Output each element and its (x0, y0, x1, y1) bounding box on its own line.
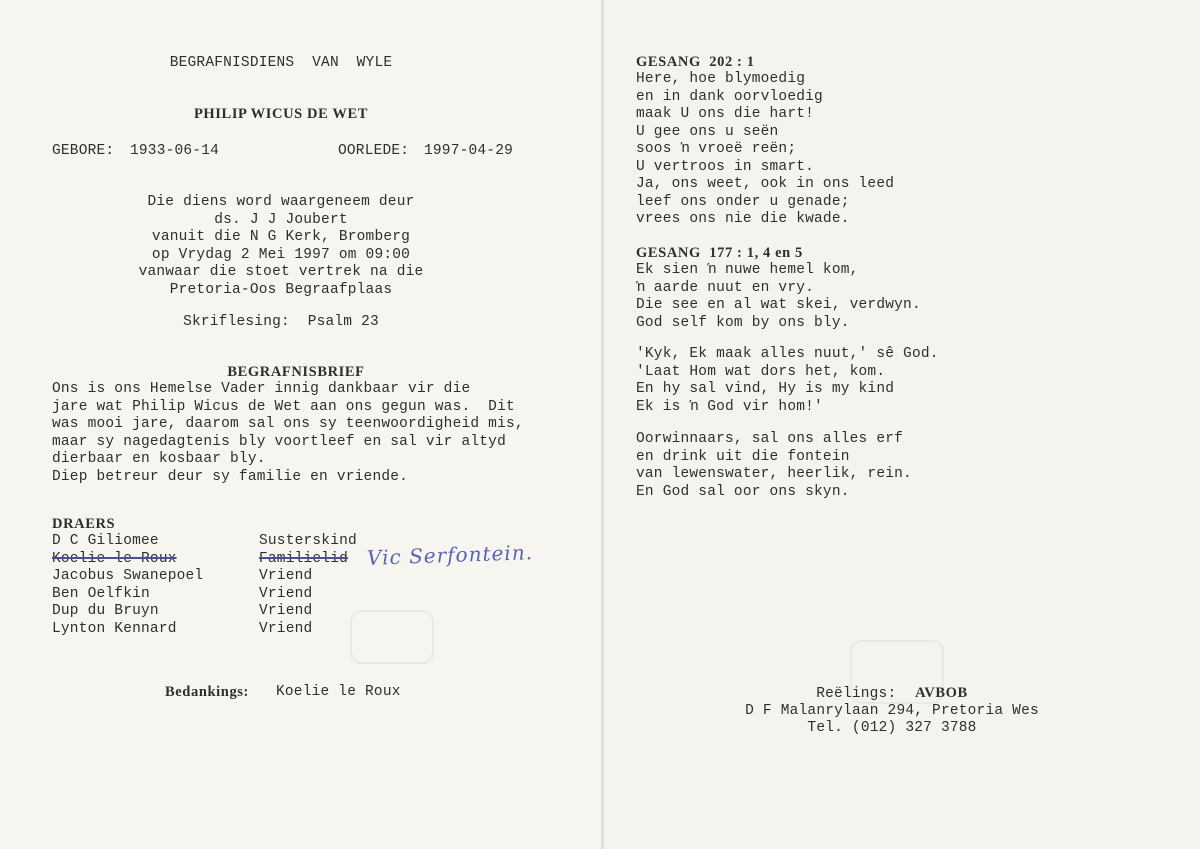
letter-line: Ons is ons Hemelse Vader innig dankbaar vir die (52, 381, 471, 397)
scripture-reading: Skriflesing: Psalm 23 (183, 314, 379, 330)
hymn-line: Here, hoe blymoedig (636, 71, 806, 87)
hymn2-verse-1 (636, 262, 921, 332)
funeral-letter (52, 381, 524, 486)
funeral-home-phone: Tel. (012) 327 3788 (807, 720, 977, 736)
arrangements-company: AVBOB (915, 685, 968, 701)
pallbearer-name: Ben Oelfkin (52, 585, 150, 602)
hymn-line: van lewenswater, heerlik, rein. (636, 466, 912, 482)
letter-title: BEGRAFNISBRIEF (227, 364, 365, 380)
hymn2-title: GESANG 177 : 1, 4 en 5 (636, 245, 803, 261)
hymn-line: Oorwinnaars, sal ons alles erf (636, 431, 904, 447)
hymn-line: Ja, ons weet, ook in ons leed (636, 176, 895, 192)
hymn-line: ŉ aarde nuut en vry. (636, 279, 815, 296)
service-header: BEGRAFNISDIENS VAN WYLE (169, 55, 393, 71)
show-through-mark (350, 610, 434, 664)
pallbearer-name: D C Giliomee (52, 533, 159, 549)
hymn2-verse-3 (636, 431, 912, 501)
hymn-line: leef ons onder u genade; (636, 193, 850, 210)
letter-line: was mooi jare, daarom sal ons sy teenwoordigheid mis, (52, 416, 524, 432)
hymn-line: 'Laat Hom wat dors het, kom. (636, 363, 886, 380)
service-line: Pretoria-Oos Begraafplaas (169, 281, 393, 298)
service-line: op Vrydag 2 Mei 1997 om 09:00 (151, 246, 411, 263)
service-details (0, 194, 562, 299)
hymn-line: en in dank oorvloedig (636, 88, 823, 105)
pallbearer-relation: Familielid (259, 550, 349, 567)
pallbearer-relation: Vriend (259, 620, 313, 637)
deceased-name: PHILIP WICUS DE WET (193, 106, 369, 122)
hymn1-text (636, 71, 894, 229)
pallbearer-name: Lynton Kennard (52, 620, 177, 637)
hymn-line: En hy sal vind, Hy is my kind (636, 381, 895, 397)
born-label: GEBORE: (52, 143, 115, 159)
funeral-home-address: D F Malanrylaan 294, Pretoria Wes (745, 703, 1039, 719)
hymn-line: God self kom by ons bly. (636, 314, 850, 331)
letter-line: dierbaar en kosbaar bly. (52, 451, 266, 467)
hymn-line: Ek sien ŉ nuwe hemel kom, (636, 262, 859, 278)
thanks-value: Koelie le Roux (276, 684, 401, 700)
hymn-line: U gee ons u seën (636, 123, 779, 140)
letter-line: Diep betreur deur sy familie en vriende. (52, 468, 409, 485)
service-line: ds. J J Joubert (214, 211, 348, 228)
hymn-line: Die see en al wat skei, verdwyn. (636, 297, 921, 313)
pallbearers-title: DRAERS (52, 516, 116, 532)
pallbearer-name: Dup du Bruyn (52, 603, 159, 619)
service-line: Die diens word waargeneem deur (147, 194, 415, 210)
hymn-line: soos ŉ vroeë reën; (636, 141, 797, 157)
arrangements-line (602, 685, 1182, 704)
hymn2-verse-2 (636, 346, 939, 416)
hymn-line: Ek is ŉ God vir hom!' (636, 398, 823, 415)
handwritten-note: Vic Serfontein. (366, 540, 534, 570)
letter-line: maar sy nagedagtenis bly voortleef en sal vir altyd (52, 433, 506, 450)
service-line: vanwaar die stoet vertrek na die (138, 264, 424, 280)
pallbearer-name: Jacobus Swanepoel (52, 568, 204, 584)
pallbearer-name: Koelie le Roux (52, 550, 177, 567)
hymn-line: vrees ons nie die kwade. (636, 211, 850, 227)
hymn1-title: GESANG 202 : 1 (636, 54, 755, 70)
hymn-line: En God sal oor ons skyn. (636, 483, 850, 500)
service-line: vanuit die N G Kerk, Bromberg (151, 229, 411, 245)
born-date: 1933-06-14 (130, 143, 220, 159)
pallbearer-relation: Vriend (259, 603, 313, 619)
hymn-line: 'Kyk, Ek maak alles nuut,' sê God. (636, 346, 939, 362)
arrangements-label: Reëlings: (816, 686, 897, 702)
pallbearer-relation: Susterskind (259, 533, 357, 549)
hymn-line: maak U ons die hart! (636, 106, 815, 122)
died-date: 1997-04-29 (424, 143, 514, 159)
pallbearer-relation: Vriend (259, 585, 313, 602)
pallbearer-relation: Vriend (259, 568, 313, 584)
thanks-label: Bedankings: (165, 684, 249, 700)
died-label: OORLEDE: (338, 143, 410, 159)
letter-line: jare wat Philip Wicus de Wet aan ons gegun was. Dit (52, 398, 515, 415)
hymn-line: U vertroos in smart. (636, 158, 815, 175)
hymn-line: en drink uit die fontein (636, 448, 850, 465)
